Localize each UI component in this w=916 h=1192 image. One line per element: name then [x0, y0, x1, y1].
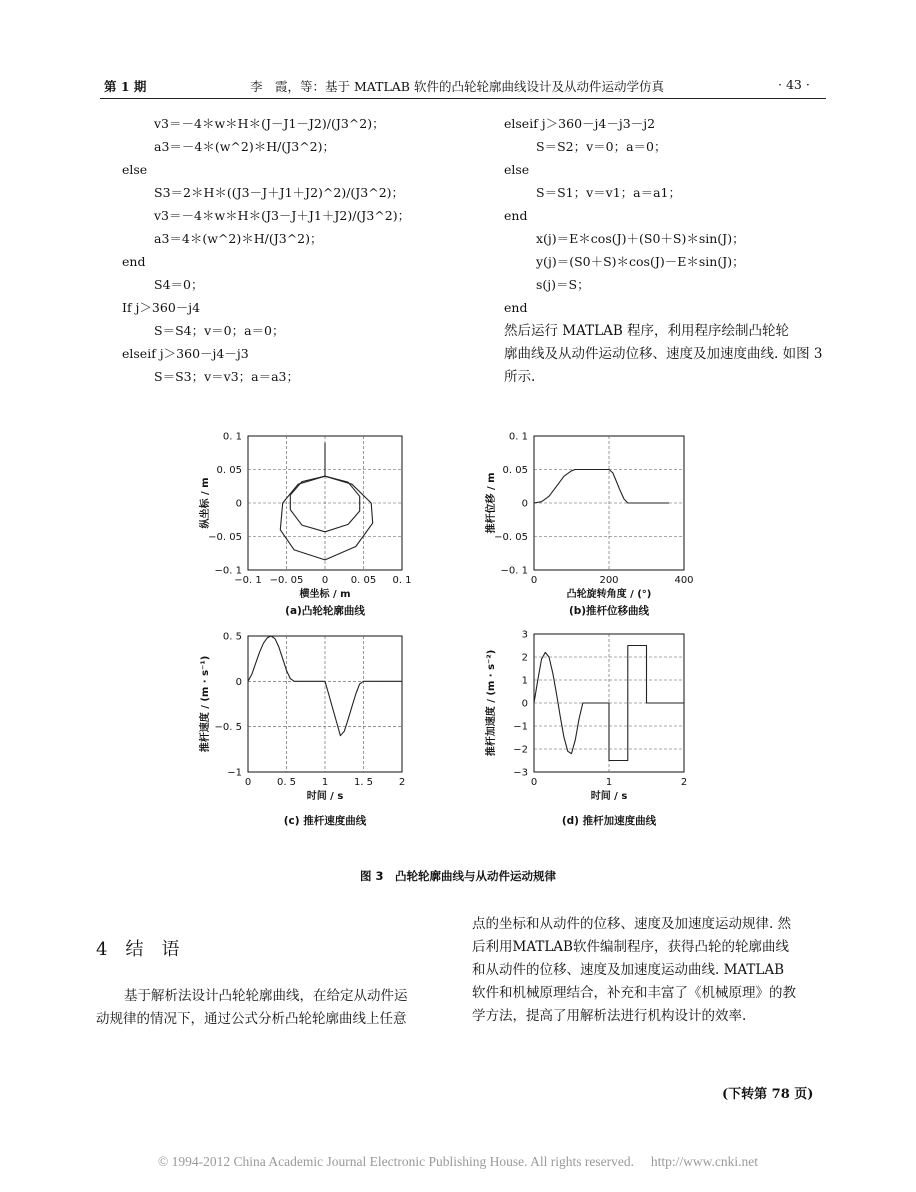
text-line: 然后运行 MATLAB 程序，利用程序绘制凸轮轮 — [504, 323, 790, 339]
panel-caption: (c) 推杆速度曲线 — [283, 815, 367, 827]
section-title: 4 结 语 — [96, 939, 180, 960]
y-tick-label: 0. 5 — [222, 631, 242, 643]
text-line: 软件和机械原理结合，补充和丰富了《机械原理》的教 — [472, 985, 796, 1001]
text-line: 廓曲线及从动件运动位移、速度及加速度曲线. 如图 3 — [504, 346, 823, 362]
x-axis-label: 凸轮旋转角度 / (°) — [566, 589, 652, 600]
y-axis-label: 推杆速度 / (m · s⁻¹) — [200, 655, 211, 753]
panel-caption: (d) 推杆加速度曲线 — [561, 815, 657, 827]
y-tick-label: 0 — [521, 498, 528, 510]
panel-d — [484, 630, 687, 828]
y-tick-label: 0. 05 — [216, 465, 242, 476]
code-line: s(j)＝S； — [536, 277, 590, 292]
code-line: S4＝0； — [154, 277, 204, 292]
code-line: a3＝4＊(w^2)＊H/(J3^2)； — [154, 231, 323, 246]
x-tick-label: 400 — [674, 575, 694, 586]
figure-caption: 图 3 凸轮轮廓曲线与从动件运动规律 — [359, 869, 556, 883]
panel-b — [484, 432, 694, 618]
x-tick-label: 0. 5 — [276, 777, 297, 788]
y-axis-label: 纵坐标 / m — [200, 477, 211, 529]
panel-c — [198, 632, 405, 828]
x-tick-label: 1 — [321, 777, 329, 788]
text-line: 后利用MATLAB软件编制程序，获得凸轮的轮廓曲线 — [472, 939, 789, 955]
copyright-footer: © 1994-2012 China Academic Journal Electronic Publishing House. All rights reserved. http://www.cnki.net — [158, 1154, 758, 1169]
x-tick-label: −0. 1 — [234, 575, 262, 586]
x-axis-label: 时间 / s — [306, 791, 344, 802]
x-tick-label: 1. 5 — [353, 777, 374, 788]
code-line: S＝S4；v＝0；a＝0； — [154, 323, 285, 338]
y-tick-label: 0. 1 — [222, 431, 242, 443]
x-tick-label: −0. 05 — [269, 575, 304, 586]
y-tick-label: 0. 05 — [502, 465, 528, 476]
y-tick-label: −0. 1 — [214, 565, 242, 577]
series-line — [280, 476, 372, 560]
code-line: v3＝－4＊w＊H＊(J－J1－J2)/(J3^2)； — [154, 116, 385, 131]
y-tick-label: −0. 05 — [494, 532, 528, 543]
series-line — [248, 636, 402, 736]
x-tick-label: 0 — [321, 575, 329, 586]
text-line: 点的坐标和从动件的位移、速度及加速度运动规律. 然 — [472, 916, 792, 932]
y-axis-label: 推杆加速度 / (m · s⁻²) — [486, 649, 497, 757]
code-line: elseif j＞360－j4－j3 — [122, 346, 249, 361]
y-tick-label: 0. 1 — [508, 431, 528, 443]
figure-3 — [190, 420, 720, 840]
code-line: end — [504, 208, 528, 223]
y-axis-label: 推杆位移 / m — [486, 472, 497, 534]
page-number: · 43 · — [778, 77, 810, 92]
x-tick-label: 0 — [530, 777, 538, 788]
conclusion-left — [96, 985, 408, 1031]
text-line: 所示. — [504, 369, 536, 385]
y-tick-label: 0 — [235, 498, 242, 510]
code-line: a3＝－4＊(w^2)＊H/(J3^2)； — [154, 139, 335, 154]
y-tick-label: 3 — [521, 629, 528, 641]
y-tick-label: 1 — [521, 675, 528, 687]
text-line: 动规律的情况下，通过公式分析凸轮轮廓曲线上任意 — [96, 1011, 407, 1027]
code-line: S＝S3；v＝v3；a＝a3； — [154, 369, 300, 384]
code-right — [0, 112, 900, 319]
x-tick-label: 0 — [530, 575, 538, 586]
x-tick-label: 0. 05 — [350, 575, 377, 586]
y-tick-label: 0 — [521, 698, 528, 710]
code-line: elseif j＞360－j4－j3－j2 — [504, 116, 656, 131]
text-line: 学方法，提高了用解析法进行机构设计的效率. — [472, 1008, 747, 1024]
x-tick-label: 0 — [244, 777, 252, 788]
panel-caption: (a)凸轮轮廓曲线 — [285, 605, 365, 617]
y-tick-label: −2 — [513, 744, 528, 756]
x-axis-label: 时间 / s — [590, 791, 628, 802]
y-tick-label: −1 — [513, 721, 528, 733]
running-title: 李 霞，等：基于 MATLAB 软件的凸轮轮廓曲线设计及从动件运动学仿真 — [250, 79, 664, 94]
header-rule — [100, 98, 826, 99]
y-tick-label: −3 — [513, 767, 528, 779]
code-line: x(j)＝E＊cos(J)＋(S0＋S)＊sin(J)； — [536, 231, 745, 246]
x-tick-label: 2 — [680, 777, 688, 788]
body-paragraph — [504, 320, 822, 389]
code-line: else — [122, 162, 148, 177]
issue-number: 第 1 期 — [104, 79, 147, 94]
code-line: S＝S1；v＝v1；a＝a1； — [536, 185, 682, 200]
y-tick-label: −0. 1 — [500, 565, 528, 577]
series-line — [534, 470, 669, 504]
x-tick-label: 200 — [599, 575, 619, 586]
code-line: y(j)＝(S0＋S)＊cos(J)－E＊sin(J)； — [536, 254, 745, 269]
x-tick-label: 1 — [605, 777, 613, 788]
y-tick-label: −0. 5 — [214, 722, 242, 734]
panel-caption: (b)推杆位移曲线 — [568, 605, 650, 617]
code-line: end — [504, 300, 528, 315]
panel-a — [198, 432, 412, 618]
code-line: v3＝－4＊w＊H＊(J3－J＋J1＋J2)/(J3^2)； — [154, 208, 411, 223]
code-line: S＝S2；v＝0；a＝0； — [536, 139, 667, 154]
y-tick-label: 2 — [521, 652, 528, 664]
x-tick-label: 2 — [398, 777, 406, 788]
y-tick-label: 0 — [235, 676, 242, 688]
x-tick-label: 0. 1 — [392, 575, 412, 586]
y-tick-label: −1 — [227, 767, 242, 779]
text-line: 和从动件的位移、速度及加速度运动曲线. MATLAB — [472, 962, 785, 978]
code-line: end — [122, 254, 146, 269]
continued-note: (下转第 78 页) — [722, 1087, 814, 1102]
text-line: 基于解析法设计凸轮轮廓曲线，在给定从动件运 — [124, 988, 408, 1004]
code-line: If j＞360－j4 — [122, 300, 201, 315]
conclusion-right — [472, 913, 796, 1028]
y-tick-label: −0. 05 — [208, 532, 242, 543]
code-line: S3＝2＊H＊((J3－J＋J1＋J2)^2)/(J3^2)； — [154, 185, 405, 200]
code-line: else — [504, 162, 530, 177]
x-axis-label: 横坐标 / m — [299, 589, 351, 600]
